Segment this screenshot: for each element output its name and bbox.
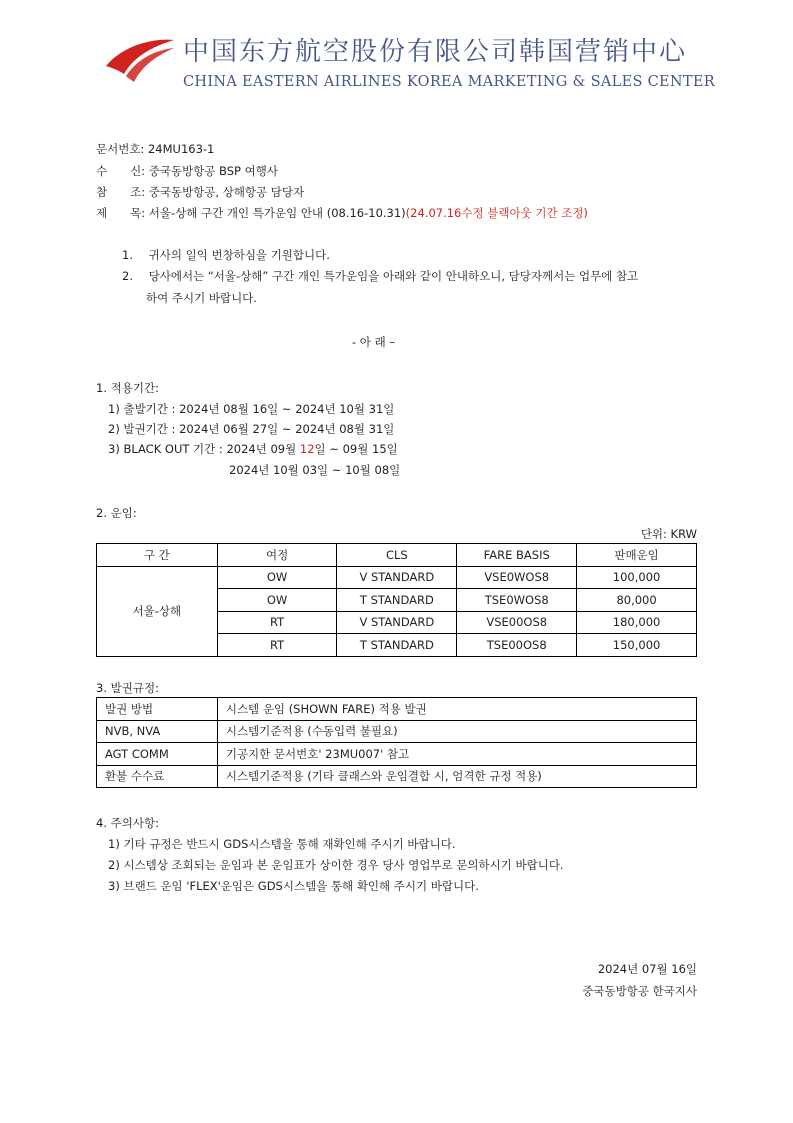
rule-value-cell: 시스템기준적용 (기타 클래스와 운임결합 시, 엄격한 규정 적용) [217,765,696,788]
header-journey: 여정 [217,544,337,567]
doc-number-label: 문서번호: [96,142,145,156]
fare-basis-cell: VSE00OS8 [457,611,577,634]
ticketing-period: 2) 발권기간 : 2024년 06월 27일 ~ 2024년 08월 31일 [108,422,395,436]
blackout-period-second: 2024년 10월 03일 ~ 10월 08일 [229,463,401,477]
cls-cell: T STANDARD [337,589,457,612]
blackout-day-highlight: 12 [299,442,315,456]
notice-item-2: 2) 시스템상 조회되는 운임과 본 운임표가 상이한 경우 당사 영업부로 문의하시기 바랍니다. [108,858,564,872]
company-title-chinese: 中国东方航空股份有限公司韩国营销中心 [183,37,688,67]
table-row [97,698,697,721]
rule-value-cell: 시스템 운임 (SHOWN FARE) 적용 발권 [217,698,696,721]
ticketing-rules-table [96,697,697,788]
journey-cell: RT [217,611,337,634]
cls-cell: V STANDARD [337,566,457,589]
table-row [97,566,697,589]
intro-item-1-number: 1. [122,248,133,262]
table-row [97,720,697,743]
journey-cell: RT [217,634,337,657]
intro-item-2 [122,268,638,284]
cc-line [96,184,304,200]
rule-value-cell: 시스템기준적용 (수동입력 불필요) [217,720,696,743]
currency-unit: 단위: KRW [640,527,697,541]
rule-value-cell: 기공지한 문서번호' 23MU007' 참고 [217,743,696,766]
fare-table [96,543,697,657]
cls-cell: T STANDARD [337,634,457,657]
rule-label-cell: 환불 수수료 [97,765,218,788]
subject-value: 서울-상해 구간 개인 특가운임 안내 (08.16-10.31) [148,206,406,220]
china-eastern-logo-icon [104,36,176,86]
fare-cell: 100,000 [577,566,697,589]
issue-date: 2024년 07월 16일 [597,962,697,976]
blackout-period-start: 3) BLACK OUT 기간 : 2024년 09월 [108,442,300,456]
recipient-value: 중국동방항공 BSP 여행사 [148,164,278,178]
table-row [97,743,697,766]
intro-item-1 [122,247,330,263]
section-3-title: 3. 발권규정: [96,681,159,695]
section-1-title: 1. 적용기간: [96,381,159,395]
intro-item-2-text: 당사에서는 “서울-상해” 구간 개인 특가운임을 아래와 같이 안내하오니, 담당자께서는 업무에 참고 [148,269,639,283]
cls-cell: V STANDARD [337,611,457,634]
blackout-period-end: 일 ~ 09월 15일 [314,442,398,456]
doc-number-value: 24MU163-1 [147,142,215,156]
fare-basis-cell: TSE00OS8 [457,634,577,657]
below-heading: - 아 래 – [352,335,396,349]
fare-table-header [97,544,697,567]
subject-revision-note: (24.07.16수정 블랙아웃 기간 조정) [405,206,588,220]
rule-label-cell: 발권 방법 [97,698,218,721]
recipient-label: 수 신: [96,164,146,178]
intro-item-2-continued: 하여 주시기 바랍니다. [146,291,257,305]
departure-period: 1) 출발기간 : 2024년 08월 16일 ~ 2024년 10월 31일 [108,402,395,416]
journey-cell: OW [217,566,337,589]
fare-cell: 80,000 [577,589,697,612]
section-4-title: 4. 주의사항: [96,816,159,830]
fare-basis-cell: VSE0WOS8 [457,566,577,589]
notice-item-1: 1) 기타 규정은 반드시 GDS시스템을 통해 재확인해 주시기 바랍니다. [108,837,456,851]
intro-item-1-text: 귀사의 일익 번창하심을 기원합니다. [148,248,330,262]
rule-label-cell: AGT COMM [97,743,218,766]
recipient-line [96,163,278,179]
subject-label: 제 목: [96,206,146,220]
header-fare-basis: FARE BASIS [457,544,577,567]
header-sale-fare: 판매운임 [577,544,697,567]
header-route: 구 간 [97,544,218,567]
fare-cell: 150,000 [577,634,697,657]
cc-value: 중국동방항공, 상해항공 담당자 [148,185,305,199]
section-2-title: 2. 운임: [96,506,137,520]
route-cell: 서울-상해 [97,566,218,656]
rule-label-cell: NVB, NVA [97,720,218,743]
issuer-signature: 중국동방항공 한국지사 [582,984,697,998]
doc-number-line [96,141,214,157]
fare-cell: 180,000 [577,611,697,634]
cc-label: 참 조: [96,185,146,199]
company-title-english: CHINA EASTERN AIRLINES KOREA MARKETING & SALES CENTER [183,74,715,90]
header-cls: CLS [337,544,457,567]
table-row [97,765,697,788]
subject-line [96,205,588,221]
fare-basis-cell: TSE0WOS8 [457,589,577,612]
blackout-period [108,441,398,457]
intro-item-2-number: 2. [122,269,133,283]
notice-item-3: 3) 브랜드 운임 'FLEX'운임은 GDS시스템을 통해 확인해 주시기 바랍니다. [108,879,479,893]
journey-cell: OW [217,589,337,612]
